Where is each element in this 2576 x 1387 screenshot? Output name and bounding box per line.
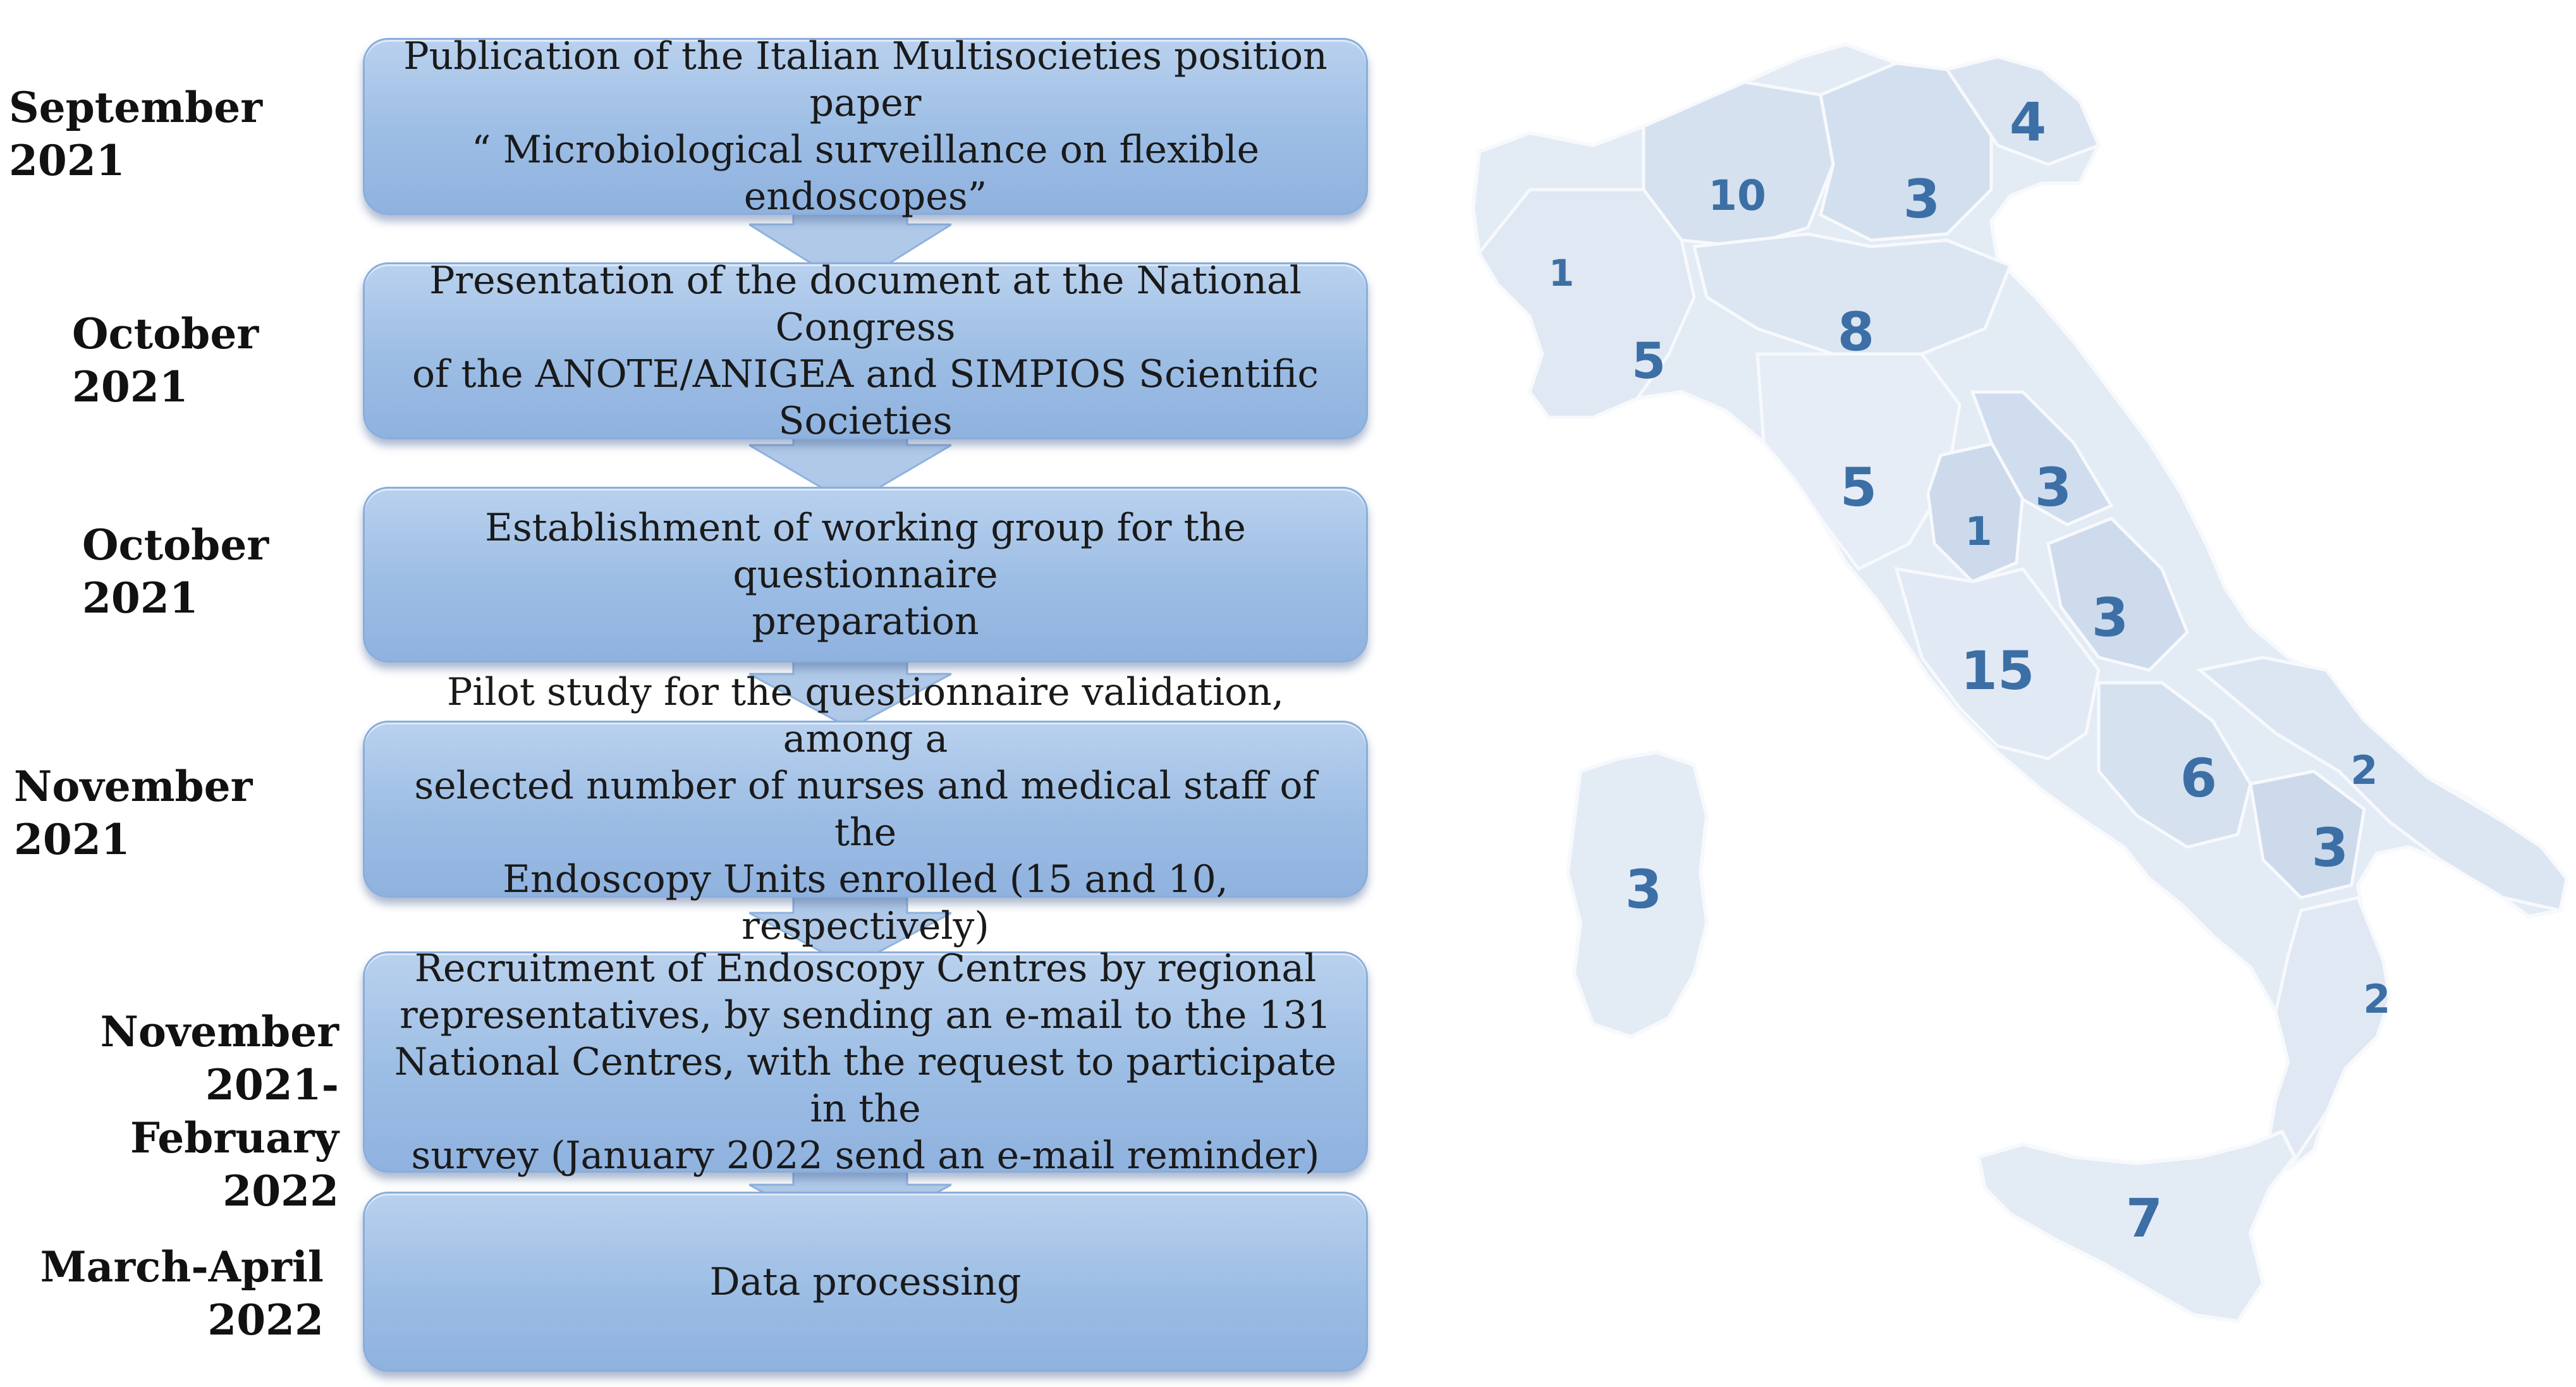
region-lombardia — [1644, 82, 1833, 247]
step-text-5: Recruitment of Endoscopy Centres by regional representatives, by sending an e-mail to the 131 National Centres, with the request to participate in the survey (January 2022 send an e-mail reminder) — [394, 946, 1337, 1178]
count-valle-daosta: 1 — [1548, 252, 1575, 295]
step-date-1: September 2021 — [9, 83, 263, 185]
italy-map — [1441, 0, 2576, 1387]
count-piemonte: 5 — [1631, 333, 1666, 390]
count-umbria: 1 — [1965, 508, 1993, 554]
step-box-2 — [363, 259, 1368, 443]
step-text-3: Establishment of working group for the questionnaire preparation — [485, 506, 1246, 644]
count-sardegna: 3 — [1625, 858, 1663, 920]
step-text-6: Data processing — [709, 1259, 1022, 1304]
count-campania: 6 — [2180, 747, 2218, 809]
count-puglia: 2 — [2350, 747, 2378, 793]
count-trentino: 4 — [2009, 91, 2047, 153]
step-text-2: Presentation of the document at the National Congress of the ANOTE/ANIGEA and SIMPIOS Scientific Societies — [412, 259, 1319, 443]
count-lazio: 15 — [1960, 640, 2035, 702]
step-date-6: March-April 2022 — [40, 1242, 324, 1345]
count-toscana: 5 — [1840, 456, 1877, 518]
count-marche: 3 — [2034, 456, 2072, 518]
count-lombardia: 10 — [1708, 171, 1766, 220]
step-date-4: November 2021 — [14, 762, 253, 864]
step-text-1: Publication of the Italian Multisocieties position paper “ Microbiological surveillance on flexible endoscopes” — [403, 34, 1328, 219]
step-date-2: October 2021 — [72, 309, 259, 412]
step-box-6 — [363, 1192, 1368, 1372]
step-text-4: Pilot study for the questionnaire validation, among a selected number of nurses and medical staff of the Endoscopy Units enrolled (15 and 10, respectively) — [414, 670, 1317, 948]
count-abruzzo: 3 — [2091, 587, 2129, 649]
count-calabria: 2 — [2363, 976, 2391, 1022]
step-box-4 — [363, 670, 1368, 948]
count-sicilia: 7 — [2125, 1187, 2163, 1249]
step-date-3: October 2021 — [82, 520, 269, 623]
count-veneto: 3 — [1903, 168, 1941, 230]
step-box-1 — [363, 34, 1368, 219]
step-box-3 — [363, 487, 1368, 663]
count-emilia: 8 — [1837, 301, 1875, 363]
count-basilicata: 3 — [2311, 817, 2349, 879]
step-date-5: November 2021- February 2022 — [100, 1007, 339, 1216]
step-box-5 — [363, 946, 1368, 1178]
